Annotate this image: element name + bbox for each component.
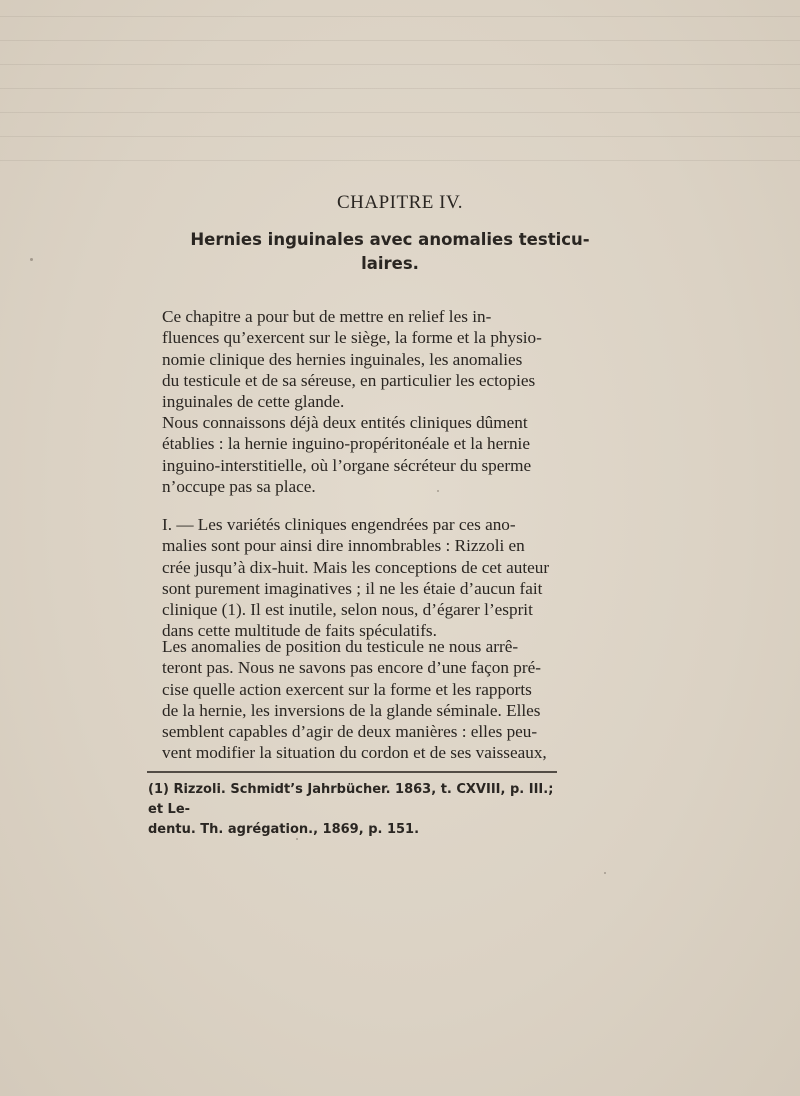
paragraph-line: n’occupe pas sa place. — [162, 476, 316, 496]
paragraph-line: clinique (1). Il est inutile, selon nous, d’égarer l’esprit — [162, 600, 533, 620]
paragraph-line: malies sont pour ainsi dire innombrables : Rizzoli en — [162, 536, 525, 556]
paragraph-line: I. — Les variétés cliniques engendrées par ces ano- — [162, 515, 516, 534]
paragraph-line: cise quelle action exercent sur la forme et les rapports — [162, 679, 532, 699]
paragraph-line: Les anomalies de position du testicule ne nous arrê- — [162, 637, 519, 656]
footnote-rule — [147, 771, 557, 773]
chapter-title: CHAPITRE IV. — [337, 192, 463, 213]
paragraph-line: sont purement imaginatives ; il ne les étaie d’aucun fait — [162, 578, 543, 598]
paragraph-line: teront pas. Nous ne savons pas encore d’une façon pré- — [162, 658, 541, 678]
paragraph-line: dans cette multitude de faits spéculatifs. — [162, 621, 437, 641]
paper-speck — [437, 490, 439, 492]
paper-speck — [296, 838, 298, 840]
footnote-line-1: (1) Rizzoli. Schmidt’s Jahrbücher. 1863, t. CXVIII, p. III.; et Le- — [148, 782, 554, 817]
paragraph-1 — [162, 306, 556, 412]
paragraph-line: nomie clinique des hernies inguinales, les anomalies — [162, 349, 523, 369]
paper-speck — [604, 872, 606, 874]
paragraph-line: Nous connaissons déjà deux entités cliniques dûment — [162, 413, 528, 432]
paragraph-line: établies : la hernie inguino-propéritonéale et la hernie — [162, 434, 530, 454]
paragraph-4 — [162, 636, 556, 764]
paragraph-line: inguinales de cette glande. — [162, 392, 345, 412]
footnote-line-2: dentu. Th. agrégation., 1869, p. 151. — [148, 822, 420, 837]
paragraph-3 — [162, 514, 556, 642]
paragraph-2 — [162, 412, 556, 497]
paragraph-line: fluences qu’exercent sur le siège, la forme et la physio- — [162, 328, 542, 348]
section-title-line-2: laires. — [361, 254, 419, 273]
paragraph-line: inguino-interstitielle, où l’organe sécréteur du sperme — [162, 455, 532, 475]
section-title-line-1: Hernies inguinales avec anomalies testicu- — [190, 230, 590, 249]
paragraph-line: de la hernie, les inversions de la glande séminale. Elles — [162, 700, 541, 720]
paper-speck — [30, 258, 33, 261]
paragraph-line: crée jusqu’à dix-huit. Mais les conceptions de cet auteur — [162, 557, 550, 577]
bleed-through-text — [0, 0, 800, 170]
paragraph-line: semblent capables d’agir de deux manières : elles peu- — [162, 722, 538, 742]
footnote — [148, 780, 558, 840]
paragraph-line: Ce chapitre a pour but de mettre en relief les in- — [162, 307, 492, 326]
paragraph-line: du testicule et de sa séreuse, en particulier les ectopies — [162, 370, 536, 390]
section-title — [160, 228, 620, 276]
paragraph-line: vent modifier la situation du cordon et de ses vaisseaux, — [162, 743, 547, 763]
